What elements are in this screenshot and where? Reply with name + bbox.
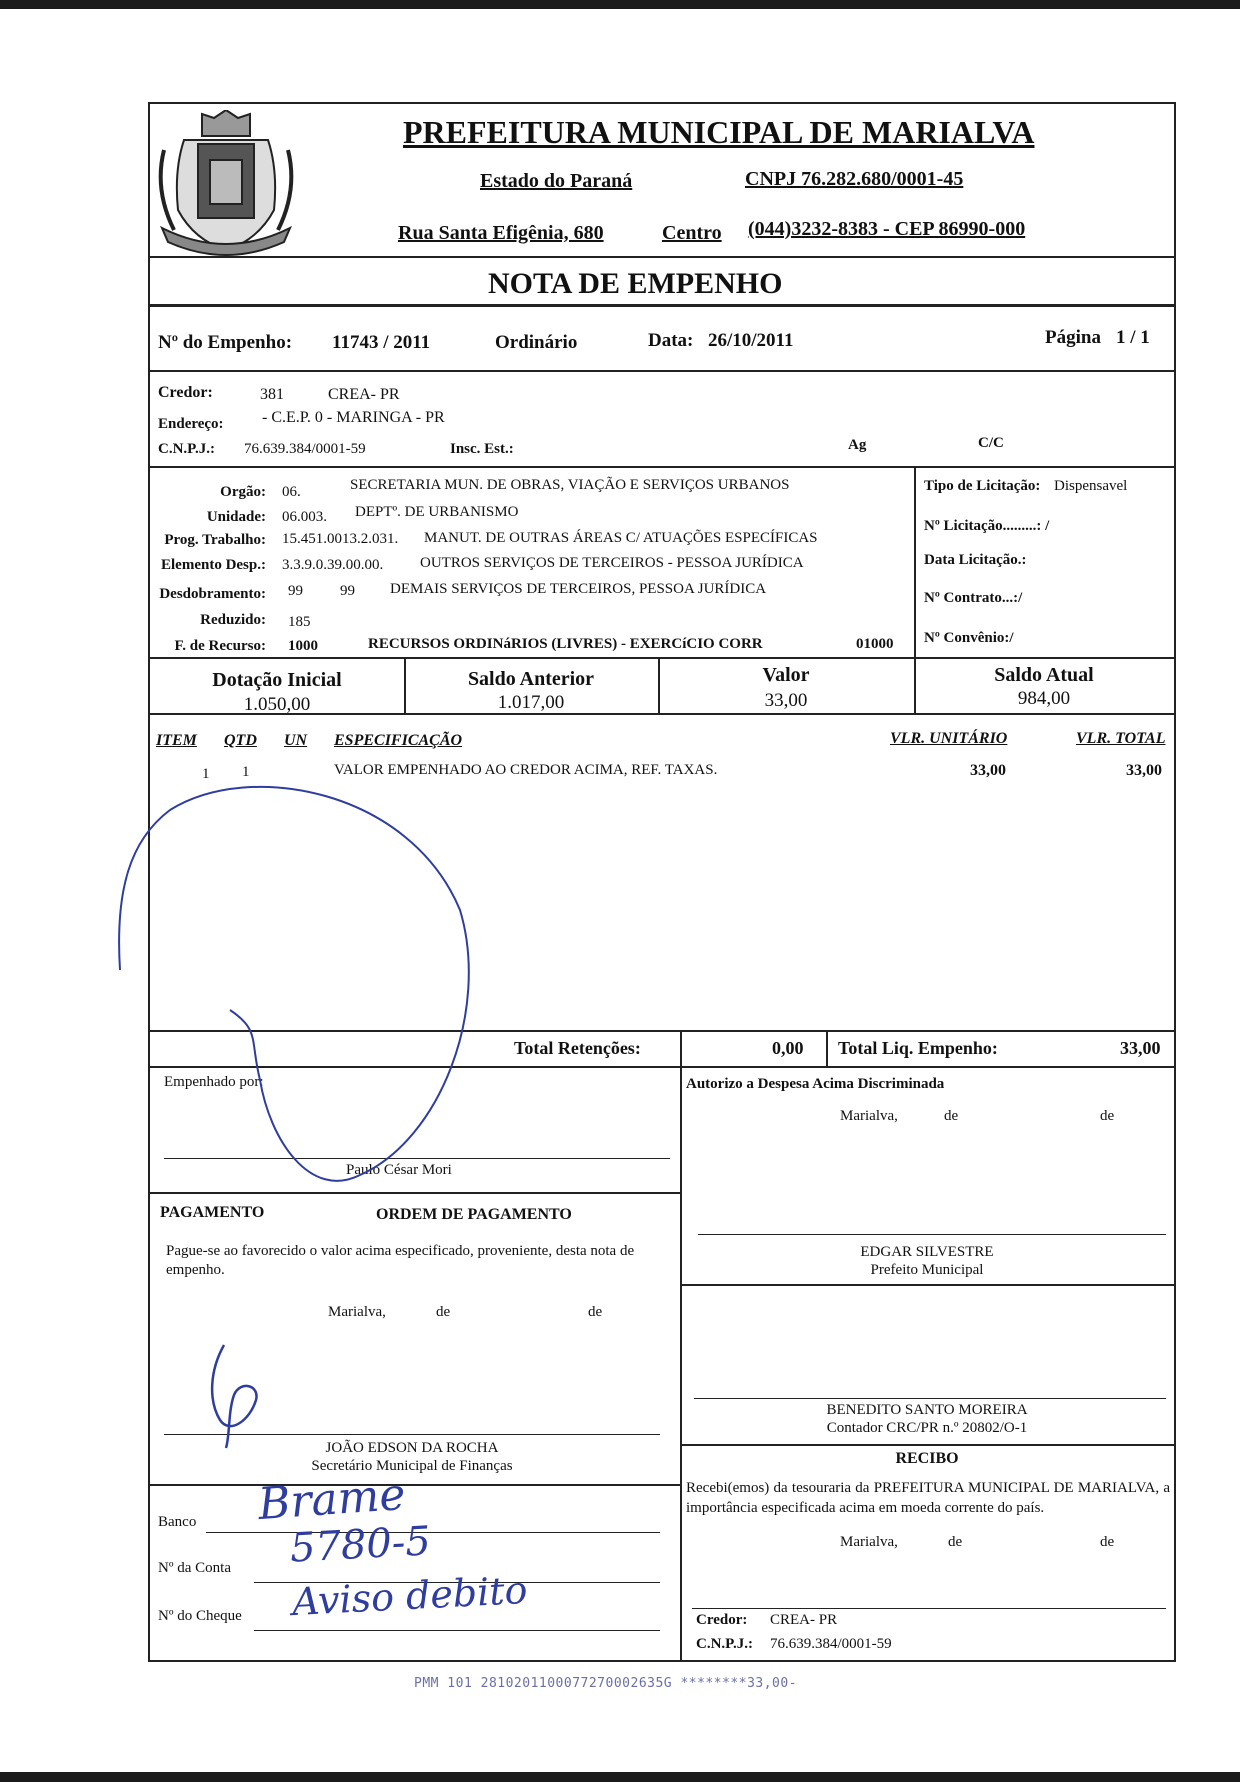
divider (150, 1484, 680, 1486)
num-contrato-label: Nº Contrato...:/ (924, 590, 1023, 606)
municipal-crest-icon (154, 110, 298, 260)
divider (680, 1066, 682, 1660)
divider (150, 256, 1174, 258)
contador-name: BENEDITO SANTO MOREIRA (826, 1402, 1028, 1418)
header-title: PREFEITURA MUNICIPAL DE MARIALVA (403, 114, 1035, 150)
contador-title: Contador CRC/PR n.º 20802/O-1 (826, 1420, 1028, 1436)
item-vlr-unitario: 33,00 (970, 762, 1006, 779)
pagamento-de-2: de (588, 1304, 603, 1320)
header-phone-cep: (044)3232-8383 - CEP 86990-000 (748, 218, 1026, 240)
divider (150, 713, 1174, 715)
reduzido-code: 185 (288, 614, 311, 630)
pague-se-text: Pague-se ao favorecido o valor acima especificado, proveniente, desta nota de empenho. (166, 1243, 635, 1278)
banco-label: Banco (158, 1514, 197, 1530)
num-licitacao-label: Nº Licitação.........: / (924, 518, 1050, 534)
saldo-atual-label: Saldo Atual (994, 664, 1094, 686)
empenho-number: 11743 / 2011 (332, 332, 431, 353)
dotacao-value: 1.050,00 (243, 694, 311, 715)
scan-edge-bottom (0, 1772, 1240, 1782)
unidade-label: Unidade: (206, 509, 266, 525)
fonte-recurso-desc: RECURSOS ORDINáRIOS (LIVRES) - EXERCíCIO CORR (368, 636, 763, 652)
page-label: Página (1045, 327, 1101, 348)
empenho-date: 26/10/2011 (708, 330, 794, 351)
recibo-de-1: de (948, 1534, 963, 1550)
orgao-desc: SECRETARIA MUN. DE OBRAS, VIAÇÃO E SERVIÇOS URBANOS (350, 477, 790, 493)
divider (150, 370, 1174, 372)
address-label: Endereço: (158, 416, 224, 432)
desdobramento-desc: DEMAIS SERVIÇOS DE TERCEIROS, PESSOA JURÍDICA (390, 581, 767, 597)
handwritten-signature-mark (190, 1340, 270, 1450)
divider (680, 1284, 1174, 1286)
desdobramento-label: Desdobramento: (159, 586, 266, 602)
valor-label: Valor (762, 664, 810, 686)
credor-code: 381 (260, 386, 284, 403)
scan-edge-top (0, 0, 1240, 9)
desdobramento-code2: 99 (340, 583, 355, 599)
cheque-line (254, 1630, 660, 1631)
pagamento-city: Marialva, (328, 1304, 386, 1320)
reduzido-label: Reduzido: (200, 612, 266, 628)
recibo-text: Recebi(emos) da tesouraria da PREFEITURA MUNICIPAL DE MARIALVA, a importância especificada acima em moeda corrente do país. (686, 1480, 1170, 1516)
recibo-title: RECIBO (895, 1450, 959, 1467)
prefeito-title: Prefeito Municipal (870, 1262, 984, 1278)
elemento-code: 3.3.9.0.39.00.00. (282, 557, 384, 573)
ordem-pagamento-label: ORDEM DE PAGAMENTO (376, 1206, 572, 1223)
recibo-credor-value: CREA- PR (770, 1612, 838, 1628)
cnpj-label: C.N.P.J.: (158, 441, 215, 457)
valor-value: 33,00 (764, 690, 808, 711)
empenho-date-label: Data: (648, 330, 694, 351)
conta-handwritten-value: 5780-5 (288, 1518, 432, 1572)
orgao-code: 06. (282, 484, 301, 500)
elemento-label: Elemento Desp.: (161, 557, 266, 573)
saldo-anterior-label: Saldo Anterior (467, 668, 595, 690)
col-qtd: QTD (224, 732, 257, 749)
item-qtd: 1 (242, 764, 250, 780)
fonte-recurso-label: F. de Recurso: (174, 638, 266, 654)
conta-label: Nº da Conta (158, 1560, 231, 1576)
recibo-credor-label: Credor: (696, 1612, 748, 1628)
divider (914, 466, 916, 658)
page-number: 1 / 1 (1116, 327, 1150, 348)
divider (150, 657, 1174, 659)
credor-cnpj: 76.639.384/0001-59 (244, 441, 366, 457)
col-especificacao: ESPECIFICAÇÃO (334, 732, 463, 749)
signature-line (694, 1398, 1166, 1399)
autorizo-de-2: de (1100, 1108, 1115, 1124)
pagamento-label: PAGAMENTO (160, 1204, 265, 1221)
header-district: Centro (662, 222, 722, 244)
item-number: 1 (202, 766, 210, 782)
tipo-licitacao-label: Tipo de Licitação: (924, 478, 1041, 494)
signature-line (698, 1234, 1166, 1235)
divider (680, 1030, 682, 1066)
retencoes-label: Total Retenções: (514, 1038, 641, 1058)
prog-trabalho-label: Prog. Trabalho: (164, 532, 266, 548)
header-cnpj: CNPJ 76.282.680/0001-45 (745, 168, 964, 190)
footer-print-code: PMM 101 2810201100077270002635G ********33,00- (414, 1676, 798, 1691)
secretario-title: Secretário Municipal de Finanças (311, 1458, 513, 1474)
ag-label: Ag (848, 437, 867, 453)
empenhado-por-name: Paulo César Mori (346, 1162, 452, 1178)
prefeito-name: EDGAR SILVESTRE (860, 1244, 994, 1260)
prog-trabalho-code: 15.451.0013.2.031. (282, 531, 399, 547)
orgao-label: Orgão: (220, 484, 266, 500)
fonte-recurso-code: 1000 (288, 638, 318, 654)
doc-title: NOTA DE EMPENHO (488, 267, 783, 300)
desdobramento-code1: 99 (288, 583, 303, 599)
recibo-de-2: de (1100, 1534, 1115, 1550)
banco-handwritten-value: Brame (256, 1468, 407, 1531)
fonte-recurso-num: 01000 (856, 636, 894, 652)
recibo-cnpj-label: C.N.P.J.: (696, 1636, 753, 1652)
retencoes-value: 0,00 (772, 1038, 804, 1058)
empenhado-por-label: Empenhado por: (164, 1074, 264, 1090)
cheque-label: Nº do Cheque (158, 1608, 242, 1624)
saldo-atual-value: 984,00 (1017, 688, 1071, 709)
hand-drawn-circle-mark (110, 780, 480, 1200)
col-vlr-total: VLR. TOTAL (1076, 730, 1166, 747)
elemento-desc: OUTROS SERVIÇOS DE TERCEIROS - PESSOA JURÍDICA (420, 555, 804, 571)
cheque-handwritten-value: Aviso debito (291, 1567, 529, 1625)
unidade-code: 06.003. (282, 509, 327, 525)
autorizo-label: Autorizo a Despesa Acima Discriminada (686, 1076, 945, 1092)
credor-name: CREA- PR (328, 386, 400, 403)
header-street: Rua Santa Efigênia, 680 (398, 222, 604, 244)
credor-label: Credor: (158, 384, 213, 401)
cc-label: C/C (978, 435, 1004, 451)
num-convenio-label: Nº Convênio:/ (924, 630, 1014, 646)
divider (826, 1030, 828, 1066)
pagamento-de-1: de (436, 1304, 451, 1320)
divider (150, 466, 1174, 468)
col-item: ITEM (156, 732, 197, 749)
secretario-name: JOÃO EDSON DA ROCHA (325, 1440, 499, 1456)
recibo-cnpj-value: 76.639.384/0001-59 (770, 1636, 892, 1652)
total-liq-value: 33,00 (1120, 1038, 1161, 1058)
recibo-city: Marialva, (840, 1534, 898, 1550)
prog-trabalho-desc: MANUT. DE OUTRAS ÁREAS C/ ATUAÇÕES ESPECÍFICAS (424, 530, 818, 546)
banco-line (206, 1532, 660, 1533)
header-state: Estado do Paraná (480, 170, 633, 192)
signature-line (692, 1608, 1166, 1609)
autorizo-de-1: de (944, 1108, 959, 1124)
total-liq-label: Total Liq. Empenho: (838, 1038, 998, 1058)
item-vlr-total: 33,00 (1126, 762, 1162, 779)
divider (150, 304, 1174, 307)
tipo-licitacao-value: Dispensavel (1054, 478, 1128, 494)
credor-address: - C.E.P. 0 - MARINGA - PR (262, 409, 445, 426)
col-un: UN (284, 732, 308, 749)
item-especificacao: VALOR EMPENHADO AO CREDOR ACIMA, REF. TAXAS. (334, 762, 718, 778)
saldo-anterior-value: 1.017,00 (497, 692, 565, 713)
unidade-desc: DEPTº. DE URBANISMO (355, 504, 519, 520)
divider (680, 1444, 1174, 1446)
autorizo-city: Marialva, (840, 1108, 898, 1124)
col-vlr-unitario: VLR. UNITÁRIO (890, 730, 1008, 747)
insc-label: Insc. Est.: (450, 441, 514, 457)
empenho-type: Ordinário (495, 332, 578, 353)
dotacao-label: Dotação Inicial (212, 669, 342, 691)
empenho-number-label: Nº do Empenho: (158, 332, 293, 353)
data-licitacao-label: Data Licitação.: (924, 552, 1027, 568)
